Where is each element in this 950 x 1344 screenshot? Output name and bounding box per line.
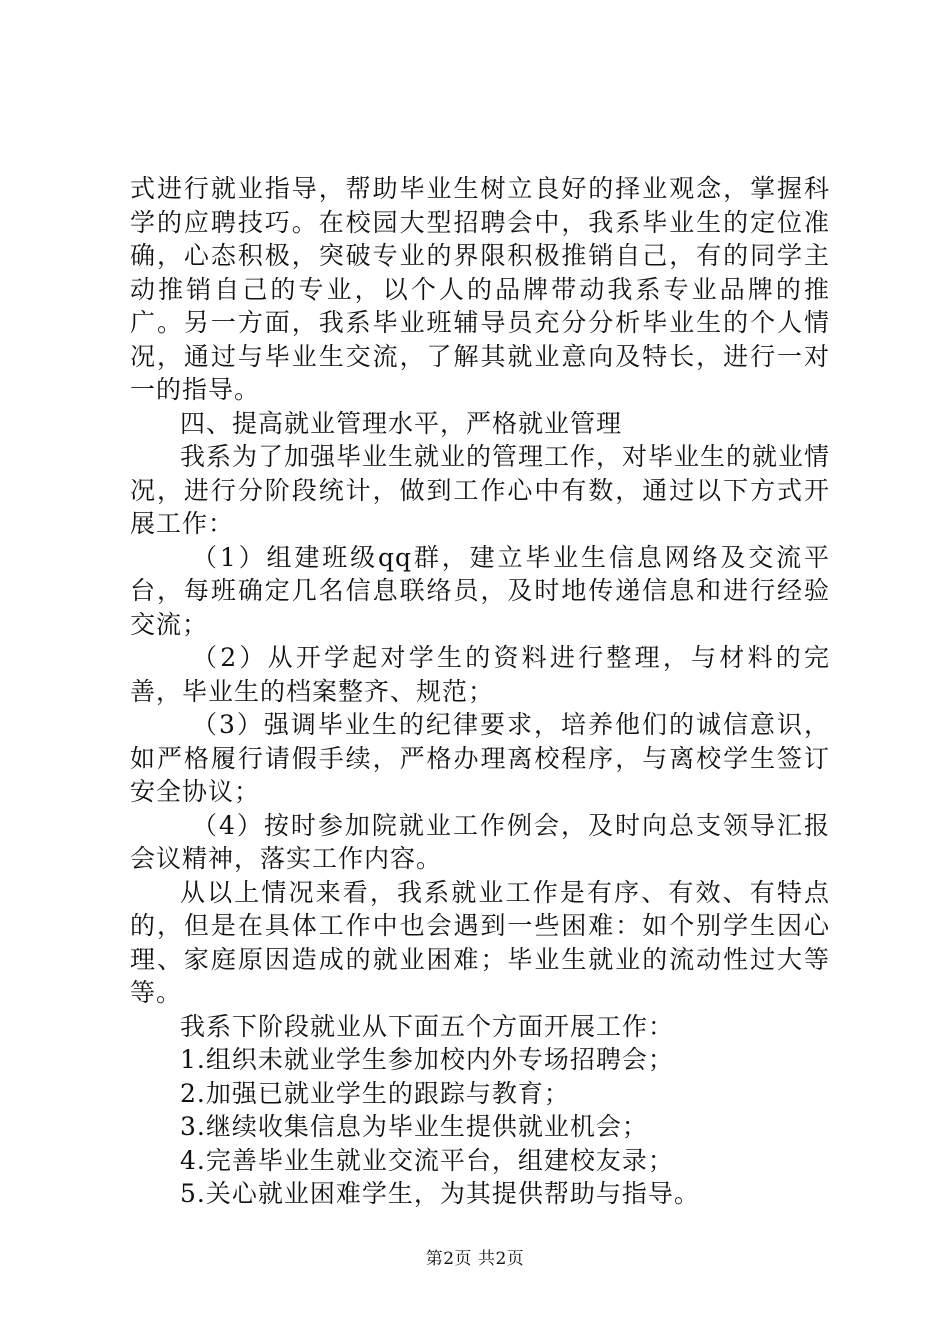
page-footer: 第2页 共2页 — [425, 1249, 525, 1269]
paragraph-summary: 从以上情况来看，我系就业工作是有序、有效、有特点的，但是在具体工作中也会遇到一些困难：如个别学生因心理、家庭原因造成的就业困难；毕业生就业的流动性过大等等。 — [130, 877, 830, 1007]
plan-item-2: 2.加强已就业学生的跟踪与教育； — [180, 1078, 570, 1108]
plan-item-4: 4.完善毕业生就业交流平台，组建校友录； — [180, 1145, 674, 1175]
plan-item-1: 1.组织未就业学生参加校内外专场招聘会； — [180, 1045, 674, 1074]
list-item-1: （1）组建班级qq群，建立毕业生信息网络及交流平台，每班确定几名信息联络员，及时地传递信息和进行经验交流； — [130, 542, 830, 639]
list-item-2: （2）从开学起对学生的资料进行整理，与材料的完善，毕业生的档案整齐、规范； — [130, 643, 830, 706]
list-item-4: （4）按时参加院就业工作例会，及时向总支领导汇报会议精神，落实工作内容。 — [130, 810, 830, 873]
paragraph-management-intro: 我系为了加强毕业生就业的管理工作，对毕业生的就业情况，进行分阶段统计，做到工作心中有数，通过以下方式开展工作： — [130, 442, 831, 538]
document-body — [130, 172, 830, 1211]
paragraph-next-steps: 我系下阶段就业从下面五个方面开展工作： — [180, 1011, 675, 1041]
list-item-3: （3）强调毕业生的纪律要求，培养他们的诚信意识，如严格履行请假手续，严格办理离校程序，与离校学生签订安全协议； — [130, 710, 830, 806]
plan-item-5: 5.关心就业困难学生，为其提供帮助与指导。 — [180, 1179, 700, 1208]
section-heading: 四、提高就业管理水平，严格就业管理 — [180, 408, 623, 438]
paragraph-continuation: 式进行就业指导，帮助毕业生树立良好的择业观念，掌握科学的应聘技巧。在校园大型招聘会中，我系毕业生的定位准确，心态积极，突破专业的界限积极推销自己，有的同学主动推销自己的专业，以个人的品牌带动我系专业品牌的推广。另一方面，我系毕业班辅导员充分分析毕业生的个人情况，通过与毕业生交流，了解其就业意向及特长，进行一对一的指导。 — [130, 174, 830, 404]
plan-item-3: 3.继续收集信息为毕业生提供就业机会； — [180, 1112, 648, 1141]
